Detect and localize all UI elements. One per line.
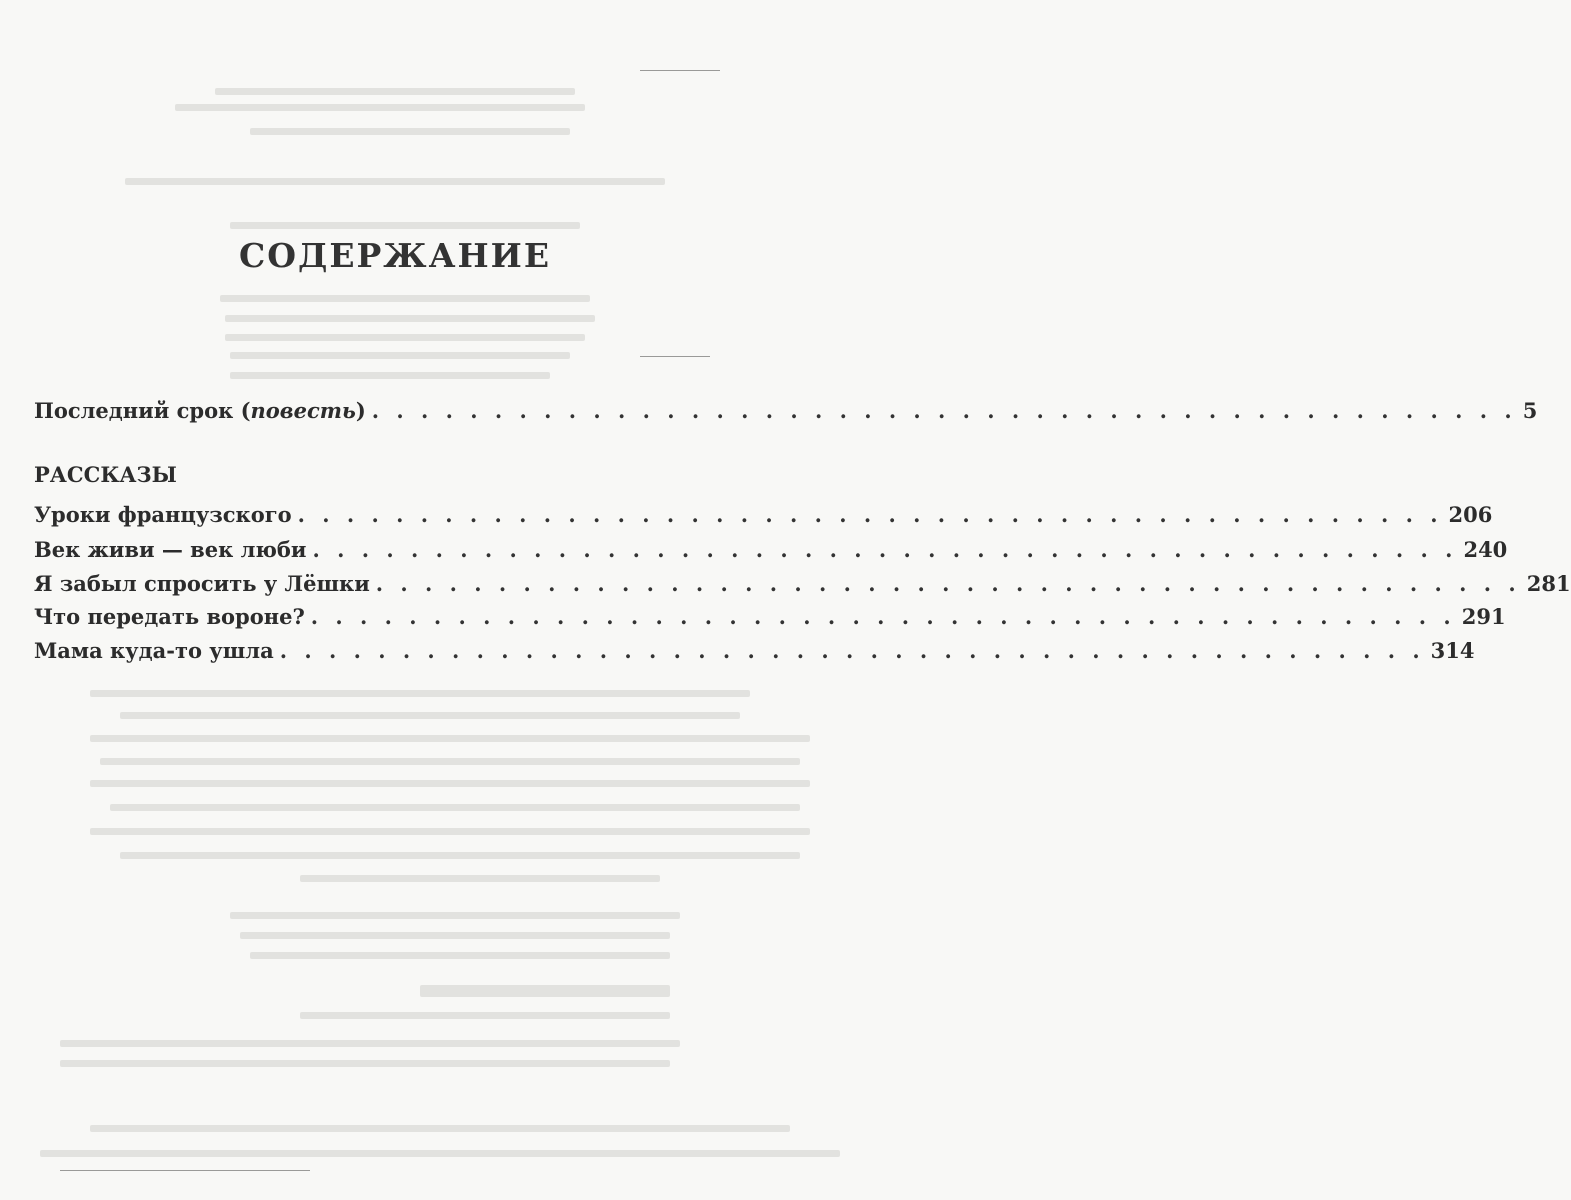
bleed-through-text xyxy=(60,1060,670,1067)
toc-entry-page: 281 xyxy=(1526,571,1571,596)
bleed-through-text xyxy=(110,804,800,811)
bleed-through-text xyxy=(250,952,670,959)
toc-entry-label-genre: повесть xyxy=(250,398,356,423)
side-rule xyxy=(640,356,710,357)
toc-entry xyxy=(34,537,1508,562)
bleed-through-text xyxy=(240,932,670,939)
toc-entry-label: Век живи — век люби xyxy=(34,537,307,562)
bleed-through-text xyxy=(225,315,595,322)
bleed-through-text xyxy=(120,712,740,719)
dot-leader: . . . . . . . . . . . . . . . . . . . . . . . . . . . . . . . . . . . . . . . . . . . . . . . xyxy=(312,537,1458,562)
toc-entry xyxy=(34,502,1493,527)
top-rule xyxy=(640,70,720,71)
dot-leader: . . . . . . . . . . . . . . . . . . . . . . . . . . . . . . . . . . . . . . . . . . . . . . . xyxy=(375,571,1521,596)
toc-entry xyxy=(34,571,1571,596)
dot-leader: . . . . . . . . . . . . . . . . . . . . . . . . . . . . . . . . . . . . . . . . . . . . . . . xyxy=(310,604,1456,629)
bleed-through-text xyxy=(300,1012,670,1019)
toc-entry-label: Уроки французского xyxy=(34,502,292,527)
toc-entry-label: Мама куда-то ушла xyxy=(34,638,274,663)
bleed-through-text xyxy=(90,828,810,835)
bleed-through-text xyxy=(120,852,800,859)
bleed-through-text xyxy=(90,690,750,697)
dot-leader: . . . . . . . . . . . . . . . . . . . . . . . . . . . . . . . . . . . . . . . . . . . . . . . xyxy=(371,398,1517,423)
toc-entry xyxy=(34,638,1475,663)
toc-entry-main xyxy=(34,398,1538,423)
bleed-through-text xyxy=(90,1125,790,1132)
bleed-through-text xyxy=(90,735,810,742)
toc-entry-label: Что передать вороне? xyxy=(34,604,305,629)
bleed-through-text xyxy=(420,985,670,997)
section-heading: РАССКАЗЫ xyxy=(34,462,177,487)
bleed-through-text xyxy=(60,1040,680,1047)
dot-leader: . . . . . . . . . . . . . . . . . . . . . . . . . . . . . . . . . . . . . . . . . . . . . . . xyxy=(279,638,1425,663)
toc-entry-label xyxy=(34,398,366,423)
toc-entry-label-start: Последний срок ( xyxy=(34,398,251,423)
bleed-through-text xyxy=(300,875,660,882)
toc-entry-page: 314 xyxy=(1430,638,1475,663)
bleed-through-text xyxy=(230,352,570,359)
dot-leader: . . . . . . . . . . . . . . . . . . . . . . . . . . . . . . . . . . . . . . . . . . . . . . . xyxy=(297,502,1443,527)
toc-entry-page: 206 xyxy=(1448,502,1493,527)
bleed-through-text xyxy=(220,295,590,302)
bleed-through-text xyxy=(40,1150,840,1157)
bleed-through-text xyxy=(230,912,680,919)
bleed-through-text xyxy=(230,222,580,229)
bottom-rule xyxy=(60,1170,310,1171)
toc-entry-label: Я забыл спросить у Лёшки xyxy=(34,571,370,596)
toc-entry-page: 5 xyxy=(1522,398,1538,423)
toc-entry-page: 291 xyxy=(1461,604,1506,629)
bleed-through-text xyxy=(225,334,585,341)
bleed-through-text xyxy=(175,104,585,111)
page-title: СОДЕРЖАНИЕ xyxy=(238,236,551,275)
bleed-through-text xyxy=(230,372,550,379)
bleed-through-text xyxy=(90,780,810,787)
toc-entry-label-end: ) xyxy=(355,398,366,423)
toc-entry-page: 240 xyxy=(1463,537,1508,562)
toc-entry xyxy=(34,604,1506,629)
bleed-through-text xyxy=(125,178,665,185)
bleed-through-text xyxy=(215,88,575,95)
bleed-through-text xyxy=(250,128,570,135)
bleed-through-text xyxy=(100,758,800,765)
